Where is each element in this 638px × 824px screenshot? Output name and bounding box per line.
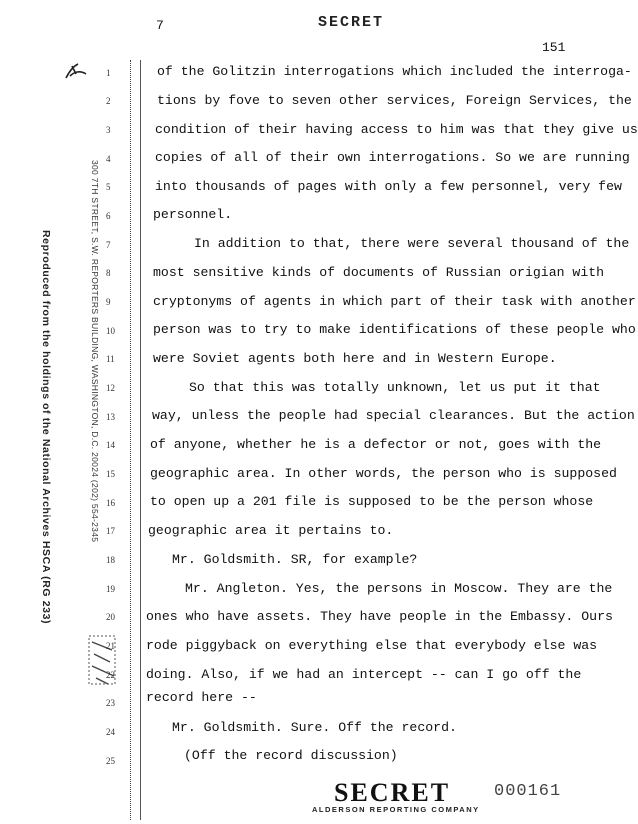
line-number: 24: [106, 727, 115, 737]
transcript-line: condition of their having access to him was that they give us: [155, 122, 638, 137]
line-number: 18: [106, 555, 115, 565]
page-number: 151: [542, 40, 566, 55]
line-number: 19: [106, 584, 115, 594]
archives-notice: Reproduced from the holdings of the National Archives HSCA (RG 233): [40, 230, 52, 625]
document-number: 000161: [494, 782, 562, 801]
line-number: 21: [106, 641, 115, 651]
transcript-line: geographic area. In other words, the person who is supposed: [150, 466, 617, 481]
transcript-line: So that this was totally unknown, let us put it that: [189, 380, 601, 395]
line-number: 6: [106, 211, 111, 221]
line-number: 10: [106, 326, 115, 336]
transcript-line: record here --: [146, 690, 257, 705]
transcript-line: geographic area it pertains to.: [148, 523, 394, 538]
transcript-line: ones who have assets. They have people in the Embassy. Ours: [146, 609, 613, 624]
transcript-line: cryptonyms of agents in which part of their task with another: [153, 294, 636, 309]
transcript-line: person was to try to make identifications of these people who: [153, 322, 636, 337]
transcript-line: into thousands of pages with only a few personnel, very few: [155, 179, 622, 194]
line-number: 9: [106, 297, 111, 307]
transcript-line: Mr. Goldsmith. SR, for example?: [172, 552, 418, 567]
secret-stamp: SECRET: [334, 778, 451, 807]
transcript-line: to open up a 201 file is supposed to be the person whose: [150, 494, 594, 509]
transcript-line: In addition to that, there were several thousand of the: [194, 236, 630, 251]
top-secret-stamp: SECRET: [318, 14, 385, 31]
transcript-line: rode piggyback on everything else that everybody else was: [146, 638, 598, 653]
transcript-line: Mr. Goldsmith. Sure. Off the record.: [172, 720, 457, 735]
line-number: 20: [106, 612, 115, 622]
line-number: 11: [106, 354, 115, 364]
reporter-address: 300 7TH STREET, S.W. REPORTERS BUILDING, WASHINGTON, D.C. 20024 (202) 554-2345: [90, 160, 100, 543]
line-number: 17: [106, 526, 115, 536]
line-number: 12: [106, 383, 115, 393]
line-number: 22: [106, 670, 115, 680]
transcript-line: personnel.: [153, 207, 233, 222]
top-page-number: 7: [156, 18, 164, 33]
line-number: 5: [106, 182, 111, 192]
line-number: 3: [106, 125, 111, 135]
line-number: 7: [106, 240, 111, 250]
transcript-line: were Soviet agents both here and in Western Europe.: [153, 351, 557, 366]
line-number: 4: [106, 154, 111, 164]
line-number: 8: [106, 268, 111, 278]
transcript-line: (Off the record discussion): [184, 748, 398, 763]
reporting-company: ALDERSON REPORTING COMPANY: [312, 805, 480, 814]
transcript-line: way, unless the people had special clearances. But the action: [152, 408, 635, 423]
transcript-line: of the Golitzin interrogations which included the interroga-: [157, 64, 632, 79]
line-number: 16: [106, 498, 115, 508]
line-number: 2: [106, 96, 111, 106]
line-number: 13: [106, 412, 115, 422]
transcript-line: Mr. Angleton. Yes, the persons in Moscow. They are the: [185, 581, 613, 596]
line-number: 25: [106, 756, 115, 766]
line-number: 15: [106, 469, 115, 479]
transcript-line: tions by fove to seven other services, Foreign Services, the: [157, 93, 632, 108]
transcript-line: copies of all of their own interrogations. So we are running: [155, 150, 630, 165]
line-number: 14: [106, 440, 115, 450]
transcript-line: most sensitive kinds of documents of Russian origian with: [153, 265, 605, 280]
transcript-line: doing. Also, if we had an intercept -- can I go off the: [146, 667, 582, 682]
transcript-line: of anyone, whether he is a defector or not, goes with the: [150, 437, 602, 452]
line-number: 23: [106, 698, 115, 708]
line-number: 1: [106, 68, 111, 78]
